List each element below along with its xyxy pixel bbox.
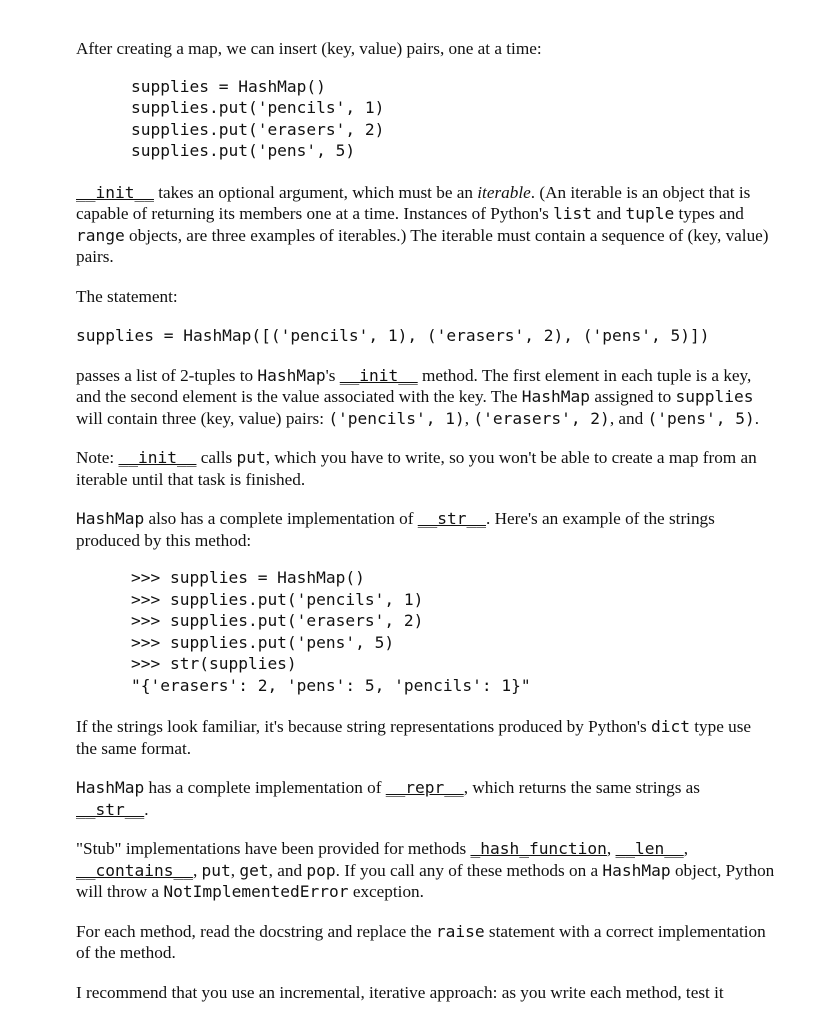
inline-code: HashMap	[76, 778, 145, 797]
stub-paragraph: "Stub" implementations have been provided for methods _hash_function, __len__, __contains__, put, get, and pop. If you call any of these methods on a HashMap object, Python will throw a NotImplementedError exception.	[76, 839, 775, 901]
inline-code: HashMap	[602, 860, 671, 880]
code-line: supplies.put('erasers', 2)	[131, 119, 385, 139]
inline-code: __str__	[417, 509, 486, 528]
inline-code: pop	[306, 860, 336, 880]
note-paragraph: Note: __init__ calls put, which you have to write, so you won't be able to create a map from an iterable until that task is finished.	[76, 448, 757, 489]
passes-paragraph: passes a list of 2-tuples to HashMap's __init__ method. The first element in each tuple is a key, and the second element is the value associated with the key. The HashMap assigned to supplies will contain three (key, value) pairs: ('pencils', 1), ('erasers', 2), and ('pens', 5).	[76, 365, 760, 428]
statement-code: supplies = HashMap([('pencils', 1), ('erasers', 2), ('pens', 5)])	[76, 326, 710, 345]
code-line: >>> str(supplies)	[131, 654, 297, 673]
docstring-paragraph: For each method, read the docstring and replace the raise statement with a correct implementation of the method.	[76, 921, 766, 962]
inline-code: tuple	[625, 204, 675, 223]
inline-code: raise	[435, 921, 485, 941]
emphasis: iterable	[477, 182, 531, 202]
inline-code: dict	[650, 717, 690, 736]
code-block-put	[76, 76, 776, 162]
code-line: "{'erasers': 2, 'pens': 5, 'pencils': 1}"	[131, 675, 531, 695]
inline-code: __init__	[339, 365, 418, 385]
code-line: >>> supplies.put('pencils', 1)	[131, 589, 424, 609]
init-paragraph: __init__ takes an optional argument, which must be an iterable. (An iterable is an object that is capable of returning its members one at a time. Instances of Python's list and tuple types and range objects, are three examples of iterables.) The iterable must contain a sequence of (key, value) pairs.	[76, 182, 769, 266]
inline-code: supplies	[675, 387, 754, 406]
str-paragraph: HashMap also has a complete implementation of __str__. Here's an example of the strings produced by this method:	[76, 509, 715, 550]
repr-paragraph: HashMap has a complete implementation of __repr__, which returns the same strings as __str__.	[76, 778, 700, 819]
inline-code: HashMap	[76, 509, 145, 528]
code-line: supplies.put('pens', 5)	[131, 141, 356, 160]
inline-code: put	[201, 860, 231, 880]
inline-code: list	[553, 204, 593, 223]
inline-code: _hash_function	[470, 839, 607, 858]
inline-code: HashMap	[257, 365, 326, 385]
inline-code: range	[76, 225, 125, 245]
inline-code: __len__	[615, 839, 684, 858]
inline-code: __init__	[118, 448, 197, 467]
inline-code: HashMap	[521, 387, 591, 406]
inline-code: ('pencils', 1)	[328, 408, 465, 428]
inline-code: ('erasers', 2)	[473, 408, 610, 428]
code-line: supplies.put('pencils', 1)	[131, 98, 385, 117]
statement-label: The statement:	[76, 286, 178, 306]
recommend-paragraph: I recommend that you use an incremental, iterative approach: as you write each method, test it	[76, 982, 724, 1002]
inline-code: get	[239, 860, 269, 880]
code-line: >>> supplies.put('pens', 5)	[131, 632, 395, 652]
familiar-paragraph: If the strings look familiar, it's because string representations produced by Python's dict type use the same format.	[76, 717, 752, 758]
code-line: supplies = HashMap()	[131, 76, 326, 96]
inline-code: NotImplementedError	[163, 882, 349, 901]
inline-code: __init__	[76, 182, 154, 202]
inline-code: __str__	[76, 799, 145, 819]
inline-code: __contains__	[76, 860, 193, 880]
code-block-str	[76, 567, 776, 696]
inline-code: put	[236, 448, 266, 467]
code-line: >>> supplies.put('erasers', 2)	[131, 611, 424, 630]
inline-code: __repr__	[385, 778, 464, 797]
document-page	[76, 38, 776, 1003]
inline-code: ('pens', 5)	[647, 408, 755, 428]
code-line: >>> supplies = HashMap()	[131, 568, 365, 587]
intro-paragraph: After creating a map, we can insert (key, value) pairs, one at a time:	[76, 39, 542, 58]
